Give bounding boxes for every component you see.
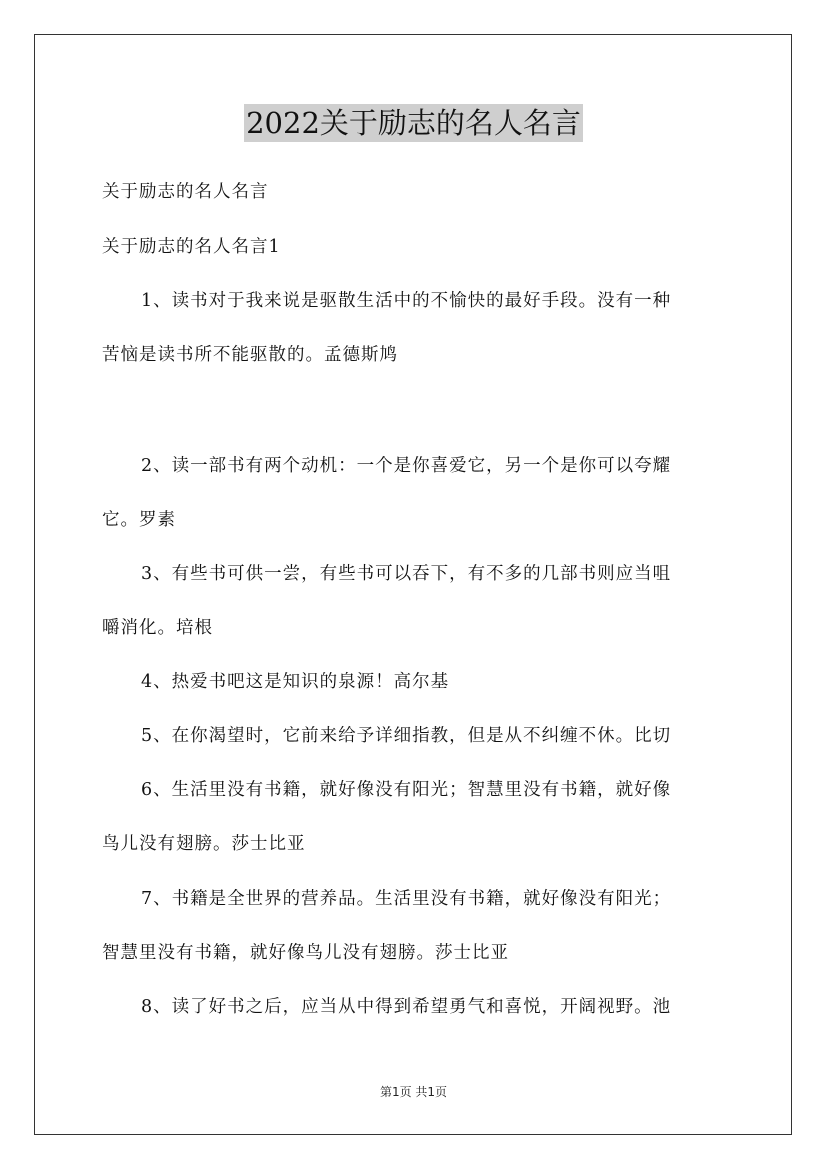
- quote-line: 嚼消化。培根: [102, 618, 213, 638]
- document-subtitle: 关于励志的名人名言: [102, 182, 269, 202]
- quote-line: 2、读一部书有两个动机：一个是你喜爱它，另一个是你可以夸耀: [141, 456, 672, 476]
- page-footer: 第1页 共1页: [379, 1085, 448, 1099]
- quote-line: 5、在你渴望时，它前来给予详细指教，但是从不纠缠不休。比切: [141, 726, 672, 746]
- quote-line: 鸟儿没有翅膀。莎士比亚: [102, 834, 306, 854]
- quote-line: 智慧里没有书籍，就好像鸟儿没有翅膀。莎士比亚: [102, 943, 509, 963]
- quote-line: 4、热爱书吧这是知识的泉源！高尔基: [141, 672, 450, 692]
- quote-line: 1、读书对于我来说是驱散生活中的不愉快的最好手段。没有一种: [141, 291, 672, 311]
- quote-line: 7、书籍是全世界的营养品。生活里没有书籍，就好像没有阳光；: [141, 889, 672, 909]
- quote-line: 3、有些书可供一尝，有些书可以吞下，有不多的几部书则应当咀: [141, 564, 672, 584]
- quote-line: 苦恼是读书所不能驱散的。孟德斯鸠: [102, 345, 398, 365]
- document-title: 2022关于励志的名人名言: [246, 106, 581, 140]
- quote-line: 它。罗素: [102, 510, 176, 530]
- section-heading: 关于励志的名人名言1: [102, 237, 281, 257]
- title-container: [0, 104, 827, 142]
- quote-line: 6、生活里没有书籍，就好像没有阳光；智慧里没有书籍，就好像: [141, 780, 672, 800]
- quote-line: 8、读了好书之后，应当从中得到希望勇气和喜悦，开阔视野。池: [141, 997, 672, 1017]
